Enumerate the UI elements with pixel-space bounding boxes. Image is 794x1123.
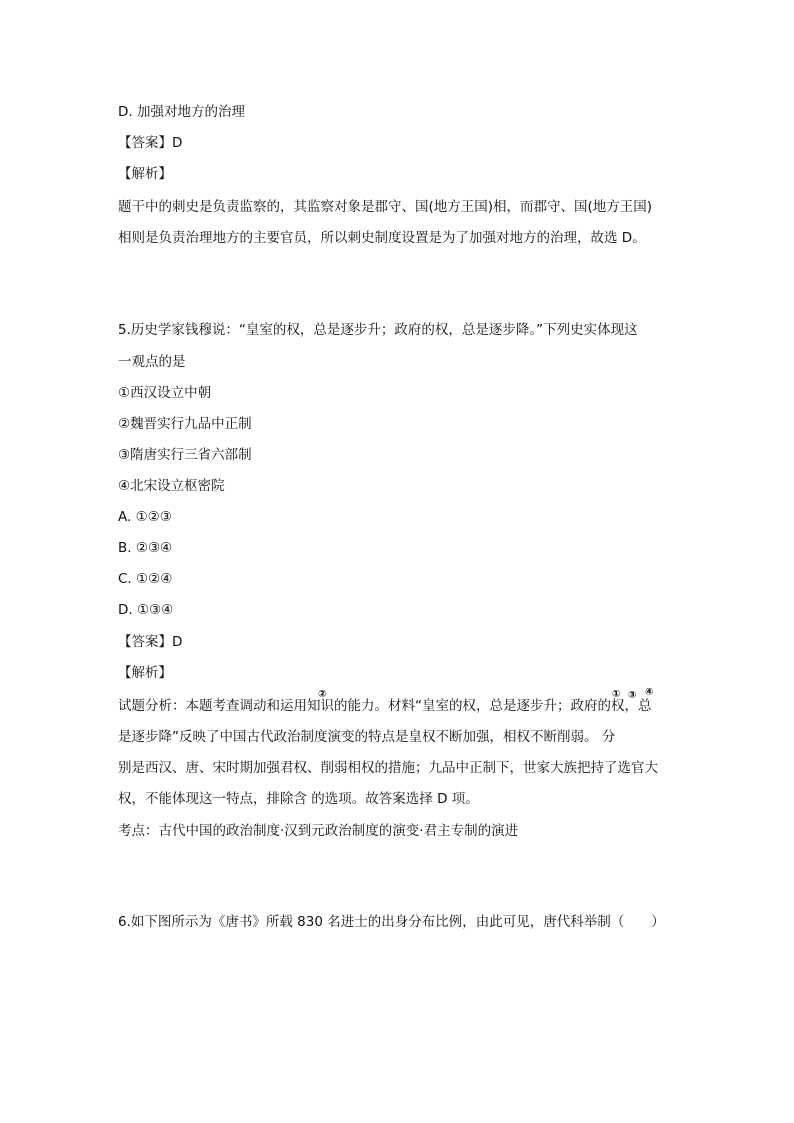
q5-option-a: A. ①②③ [118, 509, 172, 525]
q5-item-3: ③隋唐实行三省六部制 [118, 447, 252, 463]
q5-option-d: D. ①③④ [118, 602, 174, 618]
q5-option-c: C. ①②④ [118, 571, 173, 587]
q5-analysis-line-3: 别是西汉、唐、宋时期加强君权、削弱相权的措施；九品中正制下，世家大族把持了选官大 [118, 760, 658, 776]
q4-analysis-line-1: 题干中的刺史是负责监察的，其监察对象是郡守、国(地方王国)相，而郡守、国(地方王国) [118, 199, 653, 215]
answer-label: 【答案】 [118, 135, 172, 151]
q4-option-d: D. 加强对地方的治理 [118, 104, 245, 120]
q4-answer [118, 133, 182, 153]
q5-item-1: ①西汉设立中朝 [118, 385, 212, 401]
q5-analysis-line-4: 权，不能体现这一特点，排除含 的选项。故答案选择 D 项。 [118, 791, 479, 807]
overlay-circled-4: ④ [645, 687, 654, 698]
q4-analysis-label: 【解析】 [118, 166, 172, 182]
q5-analysis-line-1: 试题分析：本题考查调动和运用知识的能力。材料“皇室的权，总是逐步升；政府的权，总 [118, 698, 652, 714]
q5-analysis-label: 【解析】 [118, 665, 172, 681]
answer-value: D [172, 135, 183, 151]
q5-answer [118, 632, 182, 652]
q5-analysis-line-2: 是逐步降”反映了中国古代政治制度演变的特点是皇权不断加强，相权不断削弱。 分 [118, 729, 616, 745]
q5-item-2: ②魏晋实行九品中正制 [118, 416, 252, 432]
q5-stem-line-2: 一观点的是 [118, 354, 186, 370]
overlay-circled-2: ② [318, 689, 327, 700]
q6-stem: 6.如下图所示为《唐书》所载 830 名进士的出身分布比例，由此可见，唐代科举制（ ） [118, 914, 665, 930]
q4-analysis-line-2: 相则是负责治理地方的主要官员，所以刺史制度设置是为了加强对地方的治理，故选 D。 [118, 230, 646, 246]
q5-stem-line-1: 5.历史学家钱穆说：“皇室的权，总是逐步升；政府的权，总是逐步降。”下列史实体现这 [118, 322, 638, 338]
answer-label: 【答案】 [118, 634, 172, 650]
overlay-circled-1: ① [612, 689, 621, 700]
overlay-circled-3: ③ [628, 690, 637, 701]
q5-item-4: ④北宋设立枢密院 [118, 478, 225, 494]
q5-kaodian: 考点：古代中国的政治制度·汉到元政治制度的演变·君主专制的演进 [118, 823, 519, 839]
answer-value: D [172, 634, 183, 650]
q5-option-b: B. ②③④ [118, 540, 173, 556]
